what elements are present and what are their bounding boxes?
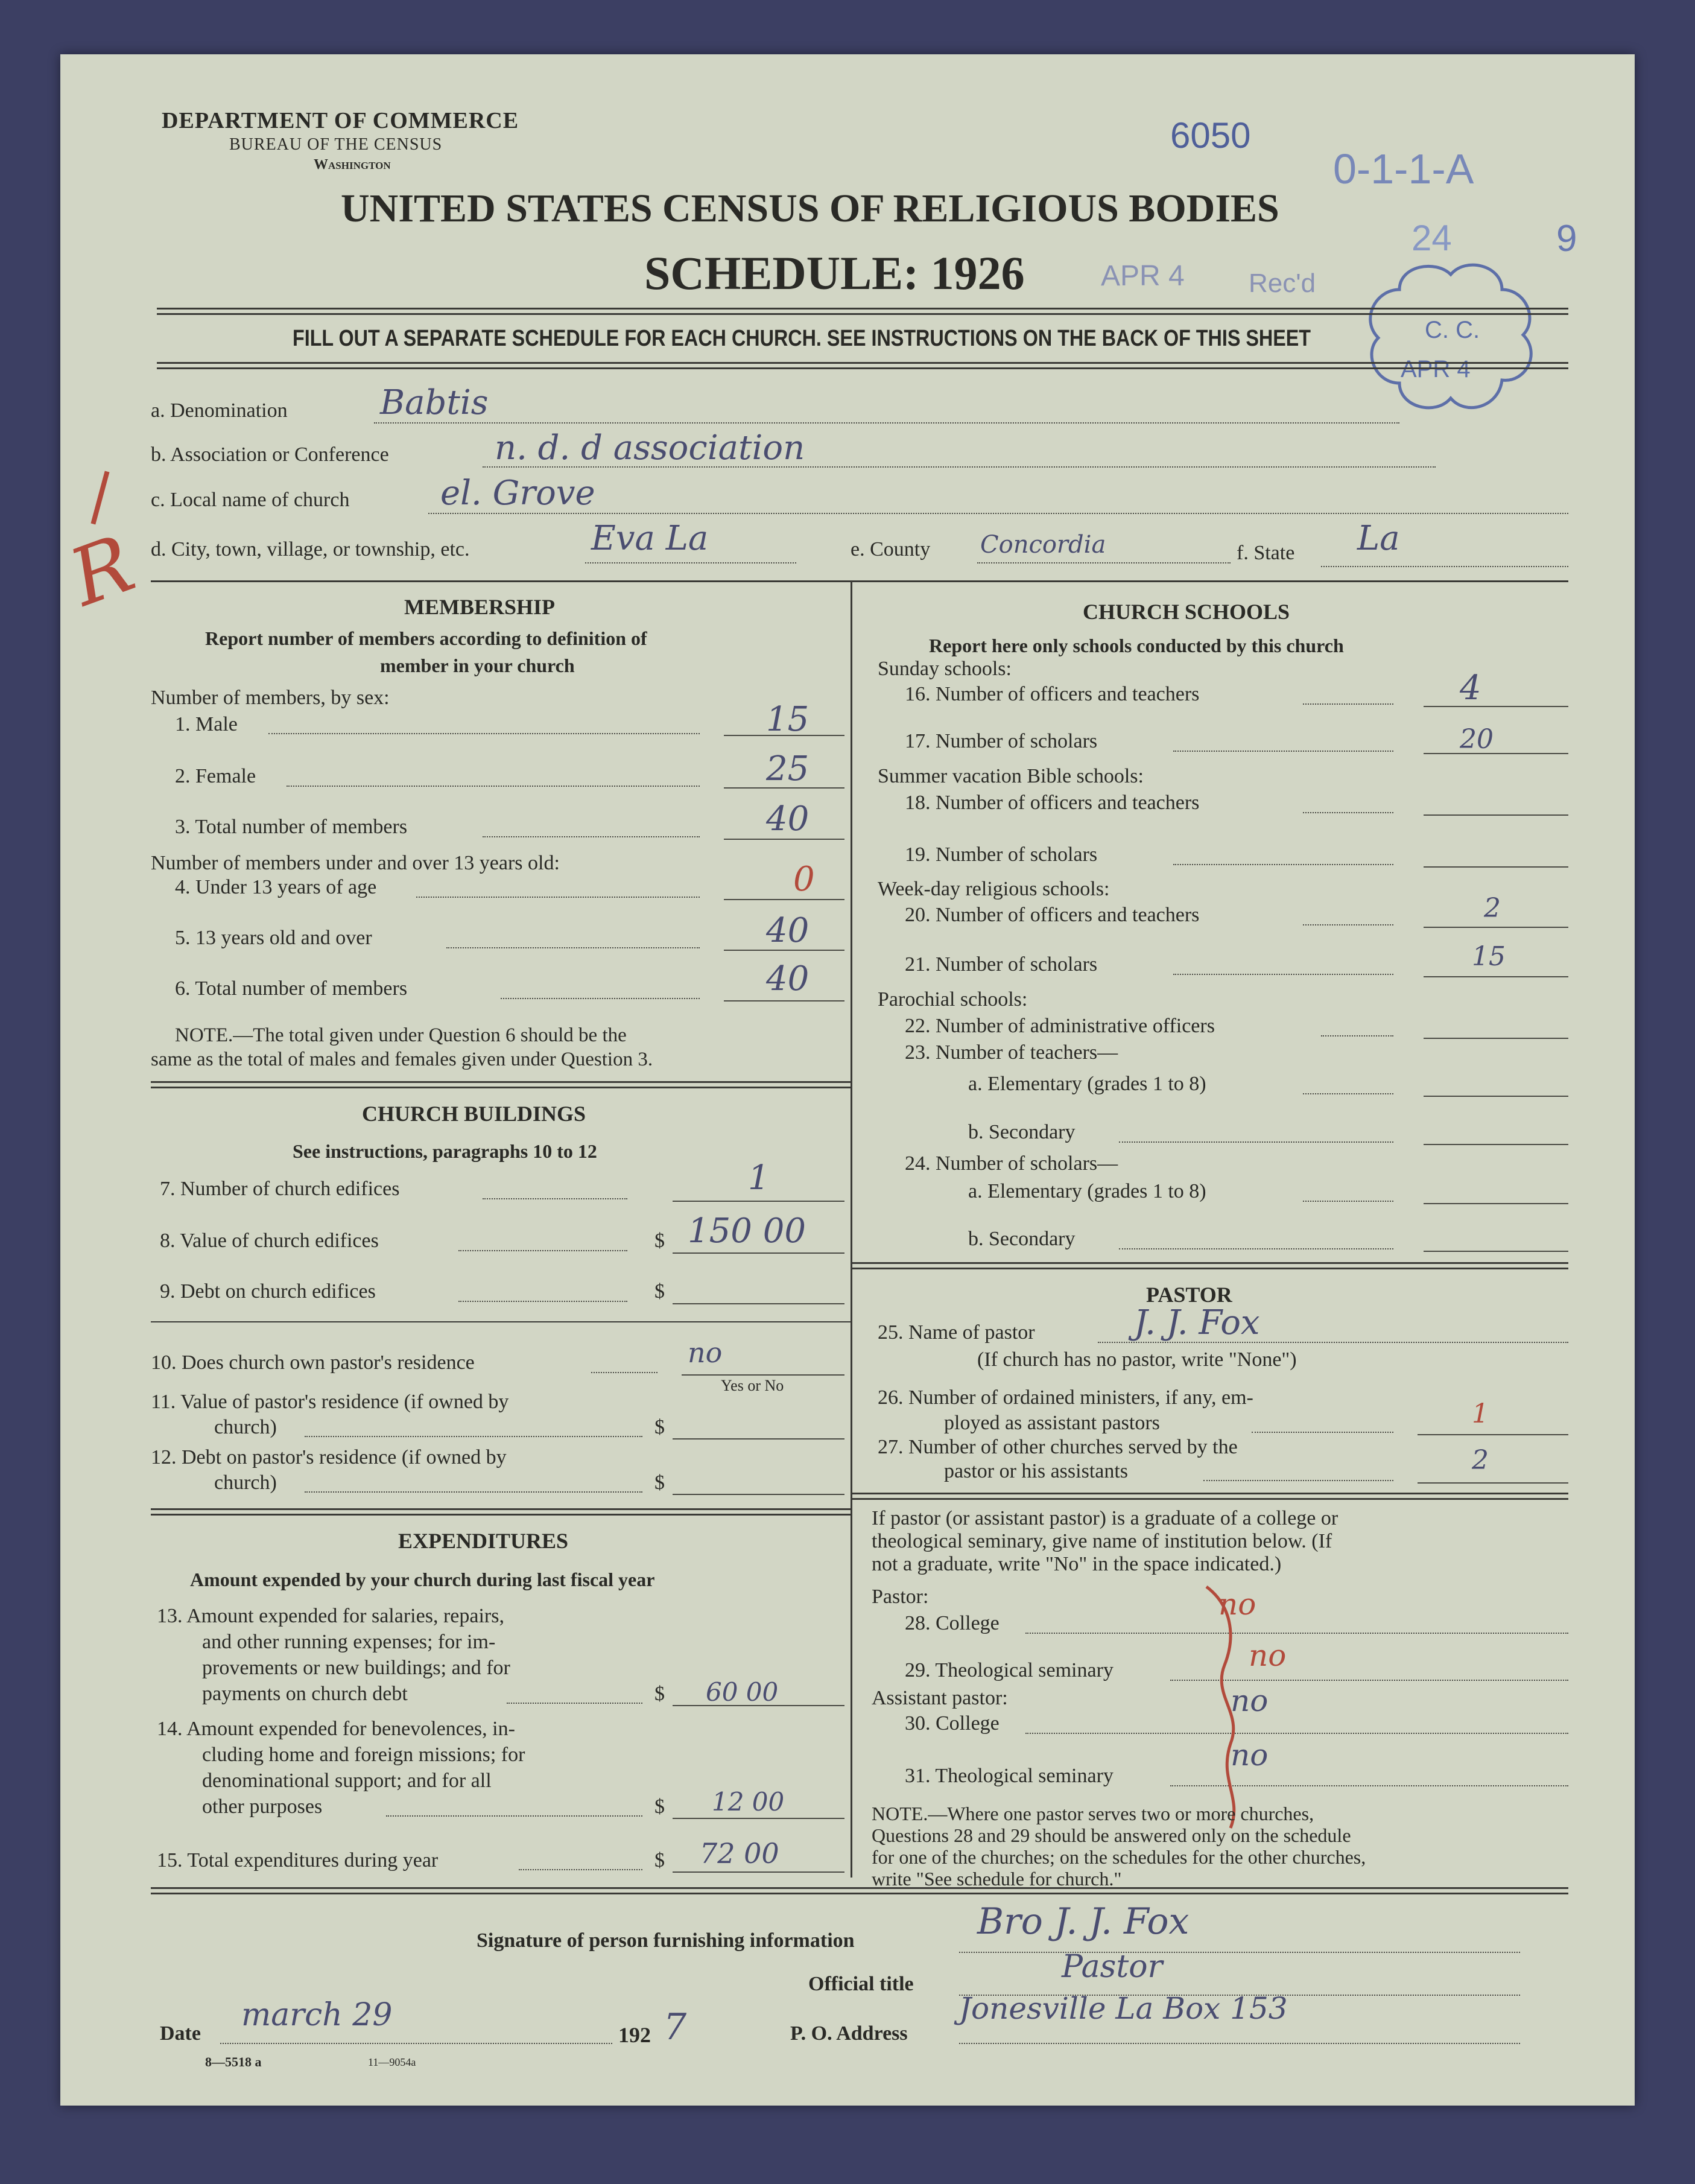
- q11-leader: [305, 1436, 642, 1437]
- denomination-label: a. Denomination: [151, 399, 288, 422]
- city-value[interactable]: Eva La: [591, 519, 709, 558]
- state-label: f. State: [1237, 542, 1295, 564]
- po-address-value[interactable]: Jonesville La Box 153: [959, 1991, 1288, 2026]
- q23b-leader: [1119, 1141, 1393, 1143]
- q3-label: 3. Total number of members: [175, 816, 408, 838]
- q16-value[interactable]: 4: [1460, 668, 1481, 708]
- pastor-note-4: write "See schedule for church.": [872, 1868, 1122, 1890]
- q15-leader: [519, 1869, 642, 1870]
- membership-note-1: NOTE.—The total given under Question 6 should be the: [175, 1024, 627, 1046]
- footer-rule: [151, 1887, 1568, 1894]
- county-label: e. County: [851, 538, 931, 560]
- q12-line: [673, 1494, 844, 1495]
- q26-label-2: ployed as assistant pastors: [944, 1412, 1160, 1434]
- q18-leader: [1303, 812, 1393, 813]
- date-line: [220, 2043, 612, 2044]
- q12-dollar: $: [654, 1471, 665, 1494]
- q21-value[interactable]: 15: [1472, 941, 1506, 972]
- cc-stamp-date: APR 4: [1401, 356, 1471, 383]
- q4-label: 4. Under 13 years of age: [175, 876, 377, 898]
- form-number: 8—5518 a: [205, 2054, 262, 2069]
- po-address-line: [959, 2043, 1520, 2044]
- schedule-title: SCHEDULE: 1926: [644, 247, 1025, 299]
- q30-line: [1025, 1733, 1568, 1734]
- q29-value[interactable]: no: [1249, 1638, 1287, 1673]
- denomination-value[interactable]: Babtis: [380, 383, 489, 422]
- signature-value[interactable]: Bro J. J. Fox: [977, 1900, 1190, 1943]
- po-address-label: P. O. Address: [790, 2022, 908, 2045]
- signature-label: Signature of person furnishing information: [477, 1929, 855, 1952]
- q25-value[interactable]: J. J. Fox: [1134, 1303, 1260, 1342]
- date-value[interactable]: march 29: [241, 1997, 393, 2033]
- q28-label: 28. College: [905, 1612, 1000, 1634]
- q12-label-1: 12. Debt on pastor's residence (if owned by: [151, 1446, 507, 1468]
- q20-line: [1424, 927, 1568, 928]
- summer-schools-label: Summer vacation Bible schools:: [878, 765, 1144, 787]
- q14-label-4: other purposes: [202, 1795, 323, 1818]
- q13-label-3: provements or new buildings; and for: [202, 1657, 510, 1679]
- asst-pastor-sub-label: Assistant pastor:: [872, 1687, 1008, 1709]
- q7-label: 7. Number of church edifices: [160, 1178, 400, 1200]
- membership-subtitle-2: member in your church: [380, 655, 575, 676]
- pastor-rule: [852, 1262, 1568, 1269]
- official-title-label: Official title: [808, 1973, 914, 1995]
- q6-value[interactable]: 40: [766, 959, 809, 998]
- q8-value[interactable]: 150 00: [688, 1211, 806, 1251]
- print-number: 11—9054a: [368, 2056, 416, 2068]
- q10-label: 10. Does church own pastor's residence: [151, 1351, 475, 1374]
- received-stamp: Rec'd: [1249, 268, 1316, 298]
- q17-leader: [1173, 751, 1393, 752]
- q7-leader: [483, 1198, 627, 1199]
- q5-label: 5. 13 years old and over: [175, 927, 372, 949]
- q23-label: 23. Number of teachers—: [905, 1041, 1118, 1064]
- q8-label: 8. Value of church edifices: [160, 1230, 379, 1252]
- q9-line: [673, 1303, 844, 1304]
- q22-line: [1424, 1038, 1568, 1039]
- state-line: [1321, 566, 1568, 567]
- q24-label: 24. Number of scholars—: [905, 1152, 1118, 1175]
- q20-label: 20. Number of officers and teachers: [905, 904, 1200, 926]
- q4-value[interactable]: 0: [793, 860, 815, 899]
- q3-line: [724, 839, 844, 840]
- q11-line: [673, 1438, 844, 1440]
- graduate-instruction-3: not a graduate, write "No" in the space indicated.): [872, 1553, 1282, 1575]
- q17-label: 17. Number of scholars: [905, 730, 1098, 752]
- q13-leader: [507, 1703, 642, 1704]
- county-line: [977, 562, 1231, 563]
- q5-value[interactable]: 40: [766, 911, 809, 950]
- q13-dollar: $: [654, 1683, 665, 1705]
- instruction-banner: FILL OUT A SEPARATE SCHEDULE FOR EACH CHURCH. SEE INSTRUCTIONS ON THE BACK OF THIS SHEET: [293, 326, 1311, 351]
- schools-subtitle: Report here only schools conducted by this church: [929, 635, 1344, 656]
- q18-label: 18. Number of officers and teachers: [905, 792, 1200, 814]
- q24b-line: [1424, 1251, 1568, 1252]
- q24b-leader: [1119, 1248, 1393, 1249]
- q14-value[interactable]: 12 00: [712, 1787, 785, 1817]
- expenditures-rule: [151, 1508, 851, 1516]
- sunday-schools-label: Sunday schools:: [878, 658, 1012, 680]
- q24a-label: a. Elementary (grades 1 to 8): [968, 1180, 1206, 1202]
- official-title-value[interactable]: Pastor: [1062, 1949, 1163, 1985]
- q28-value[interactable]: no: [1218, 1587, 1256, 1622]
- red-review-mark: [1194, 1581, 1279, 1834]
- buildings-title: CHURCH BUILDINGS: [362, 1102, 586, 1126]
- q12-leader: [305, 1491, 642, 1493]
- expenditures-subtitle: Amount expended by your church during last fiscal year: [190, 1569, 655, 1590]
- denomination-line: [374, 422, 1399, 424]
- q7-line: [673, 1201, 844, 1202]
- q7-value[interactable]: 1: [748, 1158, 770, 1198]
- yes-no-caption: Yes or No: [721, 1377, 784, 1394]
- q9-dollar: $: [654, 1280, 665, 1303]
- q11-label-2: church): [214, 1416, 277, 1438]
- parochial-schools-label: Parochial schools:: [878, 988, 1028, 1011]
- q8-leader: [458, 1250, 627, 1251]
- header-double-rule: [157, 308, 1568, 315]
- q25-note: (If church has no pastor, write "None"): [977, 1348, 1297, 1371]
- q3-value[interactable]: 40: [766, 799, 809, 839]
- q14-leader: [386, 1815, 642, 1817]
- q9-label: 9. Debt on church edifices: [160, 1280, 376, 1303]
- q21-line: [1424, 976, 1568, 977]
- q15-value[interactable]: 72 00: [700, 1837, 779, 1870]
- code-digit: 9: [1556, 218, 1577, 259]
- q6-label: 6. Total number of members: [175, 977, 408, 1000]
- q16-line: [1424, 706, 1568, 707]
- department-heading: DEPARTMENT OF COMMERCE: [162, 108, 519, 133]
- q27-label-1: 27. Number of other churches served by the: [878, 1436, 1238, 1458]
- washington-heading: Washington: [314, 157, 391, 173]
- q22-label: 22. Number of administrative officers: [905, 1015, 1215, 1037]
- q1-label: 1. Male: [175, 713, 238, 735]
- q2-label: 2. Female: [175, 765, 256, 787]
- expenditures-title: EXPENDITURES: [398, 1529, 569, 1553]
- church-name-line: [428, 513, 1568, 514]
- q24a-leader: [1303, 1201, 1393, 1202]
- column-divider: [851, 580, 852, 1878]
- signature-line: [959, 1952, 1520, 1953]
- serial-number: 6050: [1170, 115, 1251, 156]
- q23a-label: a. Elementary (grades 1 to 8): [968, 1073, 1206, 1095]
- state-value[interactable]: La: [1357, 519, 1400, 558]
- q15-line: [673, 1871, 844, 1873]
- q23a-line: [1424, 1096, 1568, 1097]
- church-name-value[interactable]: el. Grove: [440, 474, 595, 513]
- q27-label-2: pastor or his assistants: [944, 1460, 1129, 1482]
- cc-stamp-label: C. C.: [1425, 317, 1480, 343]
- q13-label-4: payments on church debt: [202, 1683, 408, 1705]
- q22-leader: [1321, 1035, 1393, 1036]
- q19-leader: [1173, 864, 1393, 865]
- q12-label-2: church): [214, 1471, 277, 1494]
- q20-value[interactable]: 2: [1484, 893, 1501, 924]
- association-label: b. Association or Conference: [151, 443, 389, 466]
- county-value[interactable]: Concordia: [980, 531, 1106, 559]
- q4-leader: [416, 897, 700, 898]
- q1-value[interactable]: 15: [766, 700, 809, 739]
- q27-line: [1418, 1482, 1568, 1484]
- q17-value[interactable]: 20: [1460, 724, 1494, 755]
- code-number: 24: [1411, 218, 1452, 258]
- q16-leader: [1303, 703, 1393, 705]
- q28-line: [1025, 1633, 1568, 1634]
- received-date-stamp: APR 4: [1101, 260, 1185, 292]
- q16-label: 16. Number of officers and teachers: [905, 683, 1200, 705]
- classification-code: 0-1-1-A: [1333, 145, 1474, 192]
- section-top-rule: [151, 580, 1568, 582]
- margin-mark: R: [58, 517, 145, 624]
- q8-dollar: $: [654, 1230, 665, 1252]
- census-form-page: [60, 54, 1635, 2106]
- pastor-sub-label: Pastor:: [872, 1586, 929, 1608]
- q26-value[interactable]: 1: [1472, 1398, 1489, 1429]
- q2-value[interactable]: 25: [766, 749, 809, 789]
- q2-leader: [287, 786, 700, 787]
- q24b-label: b. Secondary: [968, 1228, 1076, 1250]
- bureau-heading: BUREAU OF THE CENSUS: [229, 135, 443, 154]
- q14-line: [673, 1818, 844, 1819]
- graduate-rule: [852, 1493, 1568, 1500]
- q14-dollar: $: [654, 1795, 665, 1818]
- q4-line: [724, 899, 844, 900]
- q14-label-1: 14. Amount expended for benevolences, in-: [157, 1718, 515, 1740]
- q30-value[interactable]: no: [1231, 1683, 1269, 1718]
- q5-leader: [446, 947, 700, 948]
- pastor-title: PASTOR: [1146, 1283, 1232, 1307]
- graduate-instruction-1: If pastor (or assistant pastor) is a graduate of a college or: [872, 1507, 1339, 1529]
- q11-label-1: 11. Value of pastor's residence (if owned by: [151, 1391, 509, 1413]
- pastor-note-3: for one of the churches; on the schedules for the other churches,: [872, 1846, 1366, 1868]
- q30-label: 30. College: [905, 1712, 1000, 1735]
- city-line: [585, 562, 796, 563]
- q23a-leader: [1303, 1093, 1393, 1094]
- q26-leader: [1252, 1432, 1393, 1433]
- q10-value[interactable]: no: [688, 1336, 723, 1369]
- q10-line: [682, 1374, 844, 1376]
- q15-dollar: $: [654, 1849, 665, 1871]
- graduate-instruction-2: theological seminary, give name of institution below. (If: [872, 1530, 1332, 1552]
- q19-line: [1424, 866, 1568, 868]
- q19-label: 19. Number of scholars: [905, 843, 1098, 866]
- q15-label: 15. Total expenditures during year: [157, 1849, 439, 1871]
- membership-note-2: same as the total of males and females given under Question 3.: [151, 1049, 653, 1070]
- q24a-line: [1424, 1203, 1568, 1204]
- q13-label-1: 13. Amount expended for salaries, repairs,: [157, 1605, 504, 1627]
- q31-value[interactable]: no: [1231, 1738, 1269, 1773]
- q23b-line: [1424, 1144, 1568, 1145]
- q14-label-3: denominational support; and for all: [202, 1770, 492, 1792]
- q9-leader: [458, 1301, 627, 1302]
- pastor-note-2: Questions 28 and 29 should be answered only on the schedule: [872, 1824, 1351, 1846]
- q29-label: 29. Theological seminary: [905, 1659, 1114, 1681]
- q26-label-1: 26. Number of ordained ministers, if any, em-: [878, 1386, 1253, 1409]
- q20-leader: [1303, 924, 1393, 925]
- q18-line: [1424, 814, 1568, 816]
- q21-leader: [1173, 974, 1393, 975]
- form-title: UNITED STATES CENSUS OF RELIGIOUS BODIES: [341, 186, 1279, 230]
- q10-leader: [591, 1372, 657, 1373]
- q13-label-2: and other running expenses; for im-: [202, 1631, 496, 1653]
- buildings-mid-rule: [151, 1321, 851, 1322]
- association-value[interactable]: n. d. d association: [495, 428, 805, 468]
- q17-line: [1424, 753, 1568, 754]
- q27-leader: [1203, 1480, 1393, 1481]
- q3-leader: [483, 836, 700, 837]
- instruction-double-rule: [157, 362, 1568, 369]
- year-digit[interactable]: 7: [664, 2006, 687, 2048]
- membership-title: MEMBERSHIP: [404, 595, 556, 619]
- q6-leader: [501, 998, 700, 999]
- pastor-note-1: NOTE.—Where one pastor serves two or more churches,: [872, 1803, 1314, 1824]
- q26-line: [1418, 1434, 1568, 1435]
- q6-line: [724, 1000, 844, 1002]
- by-age-label: Number of members under and over 13 years old:: [151, 852, 560, 874]
- buildings-subtitle: See instructions, paragraphs 10 to 12: [293, 1140, 597, 1162]
- q25-label: 25. Name of pastor: [878, 1321, 1035, 1344]
- q21-label: 21. Number of scholars: [905, 953, 1098, 976]
- q1-leader: [268, 733, 700, 734]
- year-prefix: 192: [618, 2023, 651, 2047]
- q23b-label: b. Secondary: [968, 1121, 1076, 1143]
- margin-tick: [90, 471, 109, 524]
- buildings-rule: [151, 1081, 851, 1088]
- city-label: d. City, town, village, or township, etc.: [151, 538, 470, 560]
- q27-value[interactable]: 2: [1472, 1445, 1489, 1476]
- date-label: Date: [160, 2022, 201, 2045]
- q14-label-2: cluding home and foreign missions; for: [202, 1744, 525, 1766]
- weekday-schools-label: Week-day religious schools:: [878, 878, 1110, 900]
- q11-dollar: $: [654, 1416, 665, 1438]
- membership-subtitle-1: Report number of members according to definition of: [205, 627, 647, 649]
- q8-line: [673, 1252, 844, 1254]
- church-name-label: c. Local name of church: [151, 489, 350, 511]
- schools-title: CHURCH SCHOOLS: [1083, 600, 1290, 624]
- q31-label: 31. Theological seminary: [905, 1765, 1114, 1787]
- q13-value[interactable]: 60 00: [706, 1677, 779, 1707]
- by-sex-label: Number of members, by sex:: [151, 687, 390, 709]
